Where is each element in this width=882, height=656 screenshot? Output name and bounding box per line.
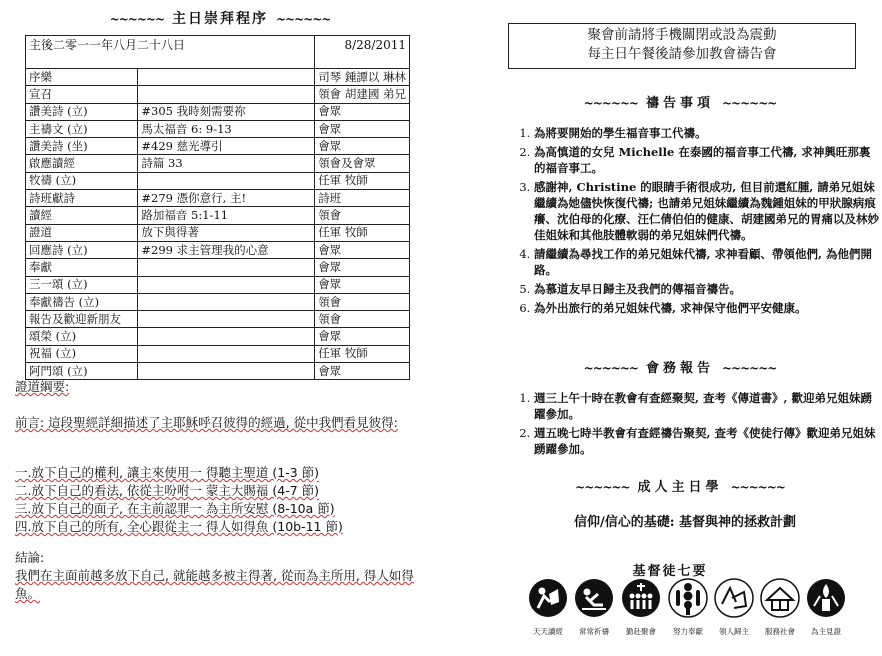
logo-label: 服務社會: [765, 627, 795, 636]
service-item: 讚美詩 (坐): [26, 138, 138, 155]
title-decoration: ~~~~~~: [276, 12, 331, 26]
service-content: [138, 311, 315, 328]
bible-reading-icon: [528, 578, 568, 618]
service-content: [138, 276, 315, 293]
service-item: 主禱文 (立): [26, 120, 138, 137]
prayer-item: 1. 為將要開始的學生福音事工代禱。: [534, 125, 879, 141]
service-item: 祝福 (立): [26, 345, 138, 362]
offering-icon: [668, 578, 708, 618]
service-row: [26, 328, 410, 345]
title-decoration: ~~~~~~: [109, 12, 164, 26]
service-person: 任軍 牧師: [315, 224, 410, 241]
logo-label: 天天讀經: [533, 627, 563, 636]
service-row: [26, 224, 410, 241]
logo-label: 領人歸主: [719, 627, 749, 636]
prayer-item: 3. 感謝神, Christine 的眼睛手術很成功, 但目前還紅腫, 請弟兄姐妹繼續為她儘快恢復代禱; 也請弟兄姐妹繼續為魏鍾姐妹的甲狀腺病痕癢、沈伯母的化療、汪仁倩伯伯的健康、胡建國弟兄的胃痛以及林妙佳姐妹和其他肢體軟弱的弟兄姐妹們代禱。: [534, 179, 879, 243]
prayer-item: 2. 為高慎道的女兒 Michelle 在泰國的福音事工代禱, 求神興旺那裏的福音事工。: [534, 144, 879, 176]
affairs-item: 2. 週五晚七時半教會有查經禱告聚契, 查考《使徒行傳》歡迎弟兄姐妹踴躍參加。: [534, 425, 879, 457]
affairs-section-heading: ~~~~~~ 會務報告 ~~~~~~: [583, 361, 777, 376]
sermon-point: 四.放下自己的所有, 全心跟從主一 得人如得魚 (10b-11 節): [15, 519, 343, 534]
service-person: 領會: [315, 293, 410, 310]
prayer-item: 6. 為外出旅行的弟兄姐妹代禱, 求神保守他們平安健康。: [534, 300, 879, 316]
notice-line: 每主日午餐後請參加教會禱告會: [587, 46, 777, 62]
sermon-outline-title: 證道綱要:: [15, 379, 70, 394]
service-person: 會眾: [315, 241, 410, 258]
service-row: [26, 120, 410, 137]
seven-essentials-labels: [528, 626, 858, 638]
service-person: 司琴 鍾譚以 琳林: [315, 69, 410, 86]
prayer-list: [512, 125, 879, 319]
conclusion-text: 我們在主面前越多放下自己, 就能越多被主得著, 從而為主所用, 得人如得魚。: [15, 568, 414, 601]
service-person: 詩班: [315, 190, 410, 207]
program-title-text: 主日崇拜程序: [172, 11, 268, 27]
service-item: 詩班獻詩: [26, 190, 138, 207]
seven-essentials-logos: [528, 578, 858, 618]
sermon-preface: 前言: 這段聖經詳細描述了主耶穌呼召彼得的經過, 從中我們看見彼得:: [15, 415, 398, 430]
logo-label: 努力奉獻: [673, 627, 703, 636]
school-section-heading: ~~~~~~ 成人主日學 ~~~~~~: [575, 480, 785, 495]
service-item: 回應詩 (立): [26, 241, 138, 258]
service-row: [26, 103, 410, 120]
service-row: [26, 345, 410, 362]
affairs-list: [512, 390, 879, 460]
sermon-point: 三.放下自己的面子, 在主前認罪一 為主所安慰 (8-10a 節): [15, 501, 335, 516]
service-row: [26, 241, 410, 258]
service-row: [26, 207, 410, 224]
service-row: [26, 172, 410, 189]
service-content: #429 慈光導引: [138, 138, 315, 155]
service-person: 會眾: [315, 120, 410, 137]
service-content: [138, 345, 315, 362]
service-row: [26, 69, 410, 86]
prayer-section-heading: ~~~~~~ 禱告事項 ~~~~~~: [583, 96, 777, 111]
service-item: 啟應讀經: [26, 155, 138, 172]
date-row: [26, 36, 410, 69]
service-content: #279 憑你意行, 主!: [138, 190, 315, 207]
seven-essentials-title: 基督徒七要: [632, 564, 708, 579]
service-item: 證道: [26, 224, 138, 241]
service-row: [26, 86, 410, 103]
fellowship-icon: [621, 578, 661, 618]
service-person: 會眾: [315, 276, 410, 293]
affairs-title: 會務報告: [645, 361, 714, 376]
service-item: 三一頌 (立): [26, 276, 138, 293]
service-person: 會眾: [315, 363, 410, 380]
service-item: 報告及歡迎新朋友: [26, 311, 138, 328]
prayer-item: 5. 為慕道友早日歸主及我們的傳福音禱告。: [534, 281, 879, 297]
service-person: 會眾: [315, 328, 410, 345]
service-program-title: [70, 8, 370, 28]
service-person: 領會及會眾: [315, 155, 410, 172]
prayer-item: 4. 請繼續為尋找工作的弟兄姐妹代禱, 求神看顧、帶領他們, 為他們開路。: [534, 246, 879, 278]
date-text: 主後二零一一年八月二十八日: [26, 36, 315, 69]
service-content: [138, 172, 315, 189]
school-subtitle: 信仰/信心的基礎: 基督與神的拯救計劃: [573, 515, 797, 530]
service-content: 馬太福音 6: 9-13: [138, 120, 315, 137]
service-person: 任軍 牧師: [315, 172, 410, 189]
service-person: 領會 胡建國 弟兄: [315, 86, 410, 103]
service-row: [26, 138, 410, 155]
sermon-points: [15, 464, 435, 536]
service-row: [26, 190, 410, 207]
service-person: 領會: [315, 311, 410, 328]
service-person: 領會: [315, 207, 410, 224]
service-row: [26, 155, 410, 172]
service-item: 讚美詩 (立): [26, 103, 138, 120]
prayer-icon: [574, 578, 614, 618]
service-icon: [760, 578, 800, 618]
service-item: 頌榮 (立): [26, 328, 138, 345]
notice-box: [508, 23, 856, 69]
service-content: 路加福音 5:1-11: [138, 207, 315, 224]
service-item: 宣召: [26, 86, 138, 103]
service-row: [26, 311, 410, 328]
evangelism-icon: [714, 578, 754, 618]
service-content: #299 求主管理我的心意: [138, 241, 315, 258]
service-person: 會眾: [315, 138, 410, 155]
service-item: 牧禱 (立): [26, 172, 138, 189]
affairs-item: 1. 週三上午十時在教會有查經聚契, 查考《傳道書》, 歡迎弟兄姐妹踴躍參加。: [534, 390, 879, 422]
logo-label: 為主見證: [811, 627, 841, 636]
service-item: 讀經: [26, 207, 138, 224]
witness-icon: [806, 578, 846, 618]
date-number: 8/28/2011: [315, 36, 410, 69]
service-person: 會眾: [315, 103, 410, 120]
service-person: 會眾: [315, 259, 410, 276]
notice-line: 聚會前請將手機關閉或設為震動: [587, 27, 777, 43]
service-row: [26, 276, 410, 293]
service-content: [138, 328, 315, 345]
service-row: [26, 293, 410, 310]
sermon-point: 一.放下自己的權利, 讓主來使用一 得聽主聖道 (1-3 節): [15, 465, 320, 480]
service-content: [138, 86, 315, 103]
service-item: 奉獻: [26, 259, 138, 276]
school-title: 成人主日學: [637, 480, 723, 495]
service-content: [138, 259, 315, 276]
service-order-table: [25, 35, 410, 380]
service-item: 序樂: [26, 69, 138, 86]
service-content: [138, 69, 315, 86]
service-content: 詩篇 33: [138, 155, 315, 172]
conclusion-title: 結論:: [15, 550, 45, 565]
service-content: #305 我時刻需要祢: [138, 103, 315, 120]
logo-label: 勤赴聚會: [626, 627, 656, 636]
logo-label: 常常祈禱: [579, 627, 609, 636]
service-content: [138, 293, 315, 310]
prayer-title: 禱告事項: [645, 96, 714, 111]
service-item: 阿門頌 (立): [26, 363, 138, 380]
service-item: 奉獻禱告 (立): [26, 293, 138, 310]
sermon-point: 二.放下自己的看法, 依從主吩咐一 蒙主大賜福 (4-7 節): [15, 483, 320, 498]
service-content: 放下與得著: [138, 224, 315, 241]
service-row: [26, 259, 410, 276]
service-person: 任軍 牧師: [315, 345, 410, 362]
